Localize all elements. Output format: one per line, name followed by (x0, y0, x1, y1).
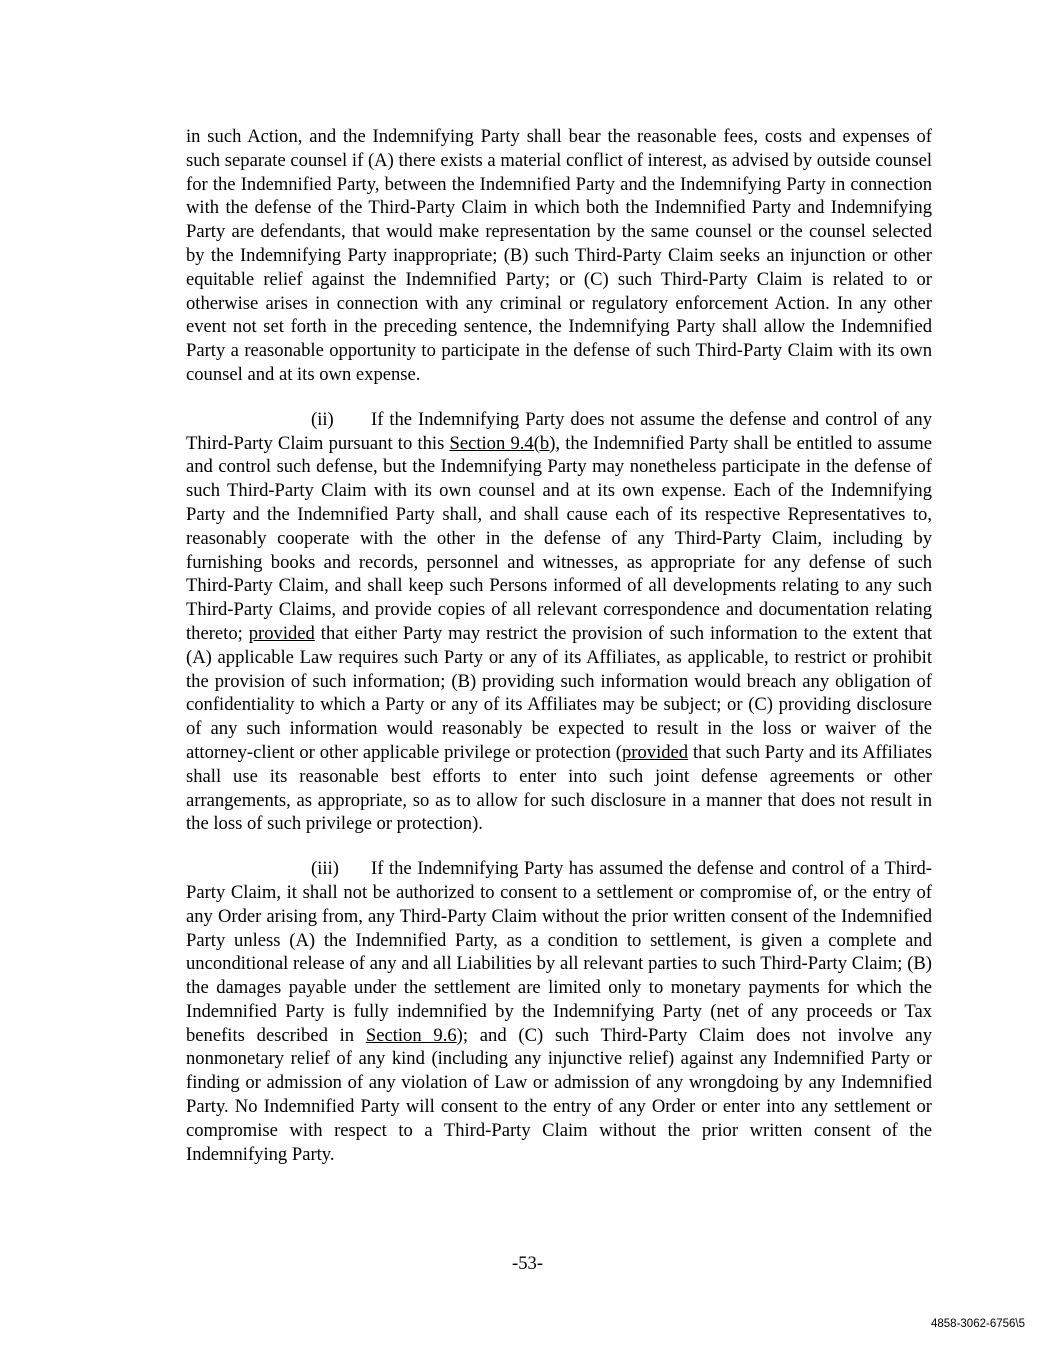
provided-term: provided (621, 741, 689, 763)
paragraph-text: If the Indemnifying Party does not assume the defense and control of any Third-Party Claim pursuant to this (186, 408, 932, 454)
paragraph-text: that either Party may restrict the provision of such information to the extent that (A) applicable Law requires such Party or any of its Affiliates, as applicable, to restrict or prohibit the provision of such information; (B) providing such information would breach any obligation of confidentiality to which a Party or any of its Affiliates may be subject; or (C) providing disclosure of any such information would reasonably be expected to result in the loss or waiver of the attorney-client or other applicable privilege or protection ( (186, 622, 933, 763)
paragraph-number: (iii) (311, 858, 339, 880)
paragraph-ii (186, 408, 932, 836)
paragraph-text: that such Party and its Affiliates shall use its reasonable best efforts to enter into such joint defense agreements or other arrangements, as appropriate, so as to allow for such disclosure in a manner that does not result in the loss of such privilege or protection). (186, 741, 932, 835)
paragraph-text: ); and (C) such Third-Party Claim does not involve any nonmonetary relief of any kind (including any injunctive relief) against any Indemnified Party or finding or admission of any violation of Law or admission of any wrongdoing by any Indemnified Party. No Indemnified Party will consent to the entry of any Order or enter into any settlement or compromise with respect to a Third-Party Claim without the prior written consent of the Indemnifying Party. (186, 1024, 932, 1165)
paragraph-text: in such Action, and the Indemnifying Party shall bear the reasonable fees, costs and expenses of such separate counsel if (A) there exists a material conflict of interest, as advised by outside counsel for the Indemnified Party, between the Indemnified Party and the Indemnifying Party in connection with the defense of the Third-Party Claim in which both the Indemnified Party and Indemnifying Party are defendants, that would make representation by the same counsel or the counsel selected by the Indemnifying Party inappropriate; (B) such Third-Party Claim seeks an injunction or other equitable relief against the Indemnified Party; or (C) such Third-Party Claim is related to or otherwise arises in connection with any criminal or regulatory enforcement Action. In any other event not set forth in the preceding sentence, the Indemnifying Party shall allow the Indemnified Party a reasonable opportunity to participate in the defense of such Third-Party Claim with its own counsel and at its own expense. (186, 126, 932, 385)
page-number: -53- (512, 1253, 543, 1274)
paragraph-text: , the Indemnified Party shall be entitled to assume and control such defense, but the Indemnifying Party may nonetheless participate in the defense of such Third-Party Claim with its own counsel and at its own expense. Each of the Indemnifying Party and the Indemnified Party shall, and shall cause each of its respective Representatives to, reasonably cooperate with the other in the defense of any Third-Party Claim, including by furnishing books and records, personnel and witnesses, as appropriate for any defense of such Third-Party Claim, and shall keep such Persons informed of all developments relating to any such Third-Party Claims, and provide copies of all relevant correspondence and documentation relating thereto; (186, 432, 932, 644)
paragraph-number: (ii) (311, 408, 334, 430)
section-reference: Section 9.4(b) (449, 432, 556, 454)
section-reference: Section 9.6 (365, 1024, 457, 1046)
provided-term: provided (248, 622, 315, 644)
document-page (186, 125, 932, 1166)
paragraph-continuation (186, 125, 932, 387)
paragraph-text: If the Indemnifying Party has assumed the defense and control of a Third-Party Claim, it shall not be authorized to consent to a settlement or compromise of, or the entry of any Order arising from, any Third-Party Claim without the prior written consent of the Indemnified Party unless (A) the Indemnified Party, as a condition to settlement, is given a complete and unconditional release of any and all Liabilities by all relevant parties to such Third-Party Claim; (B) the damages payable under the settlement are limited only to monetary payments for which the Indemnified Party is fully indemnified by the Indemnifying Party (net of any proceeds or Tax benefits described in (186, 858, 932, 1046)
document-id: 4858-3062-6756\5 (931, 1318, 1025, 1330)
paragraph-iii (186, 857, 932, 1166)
